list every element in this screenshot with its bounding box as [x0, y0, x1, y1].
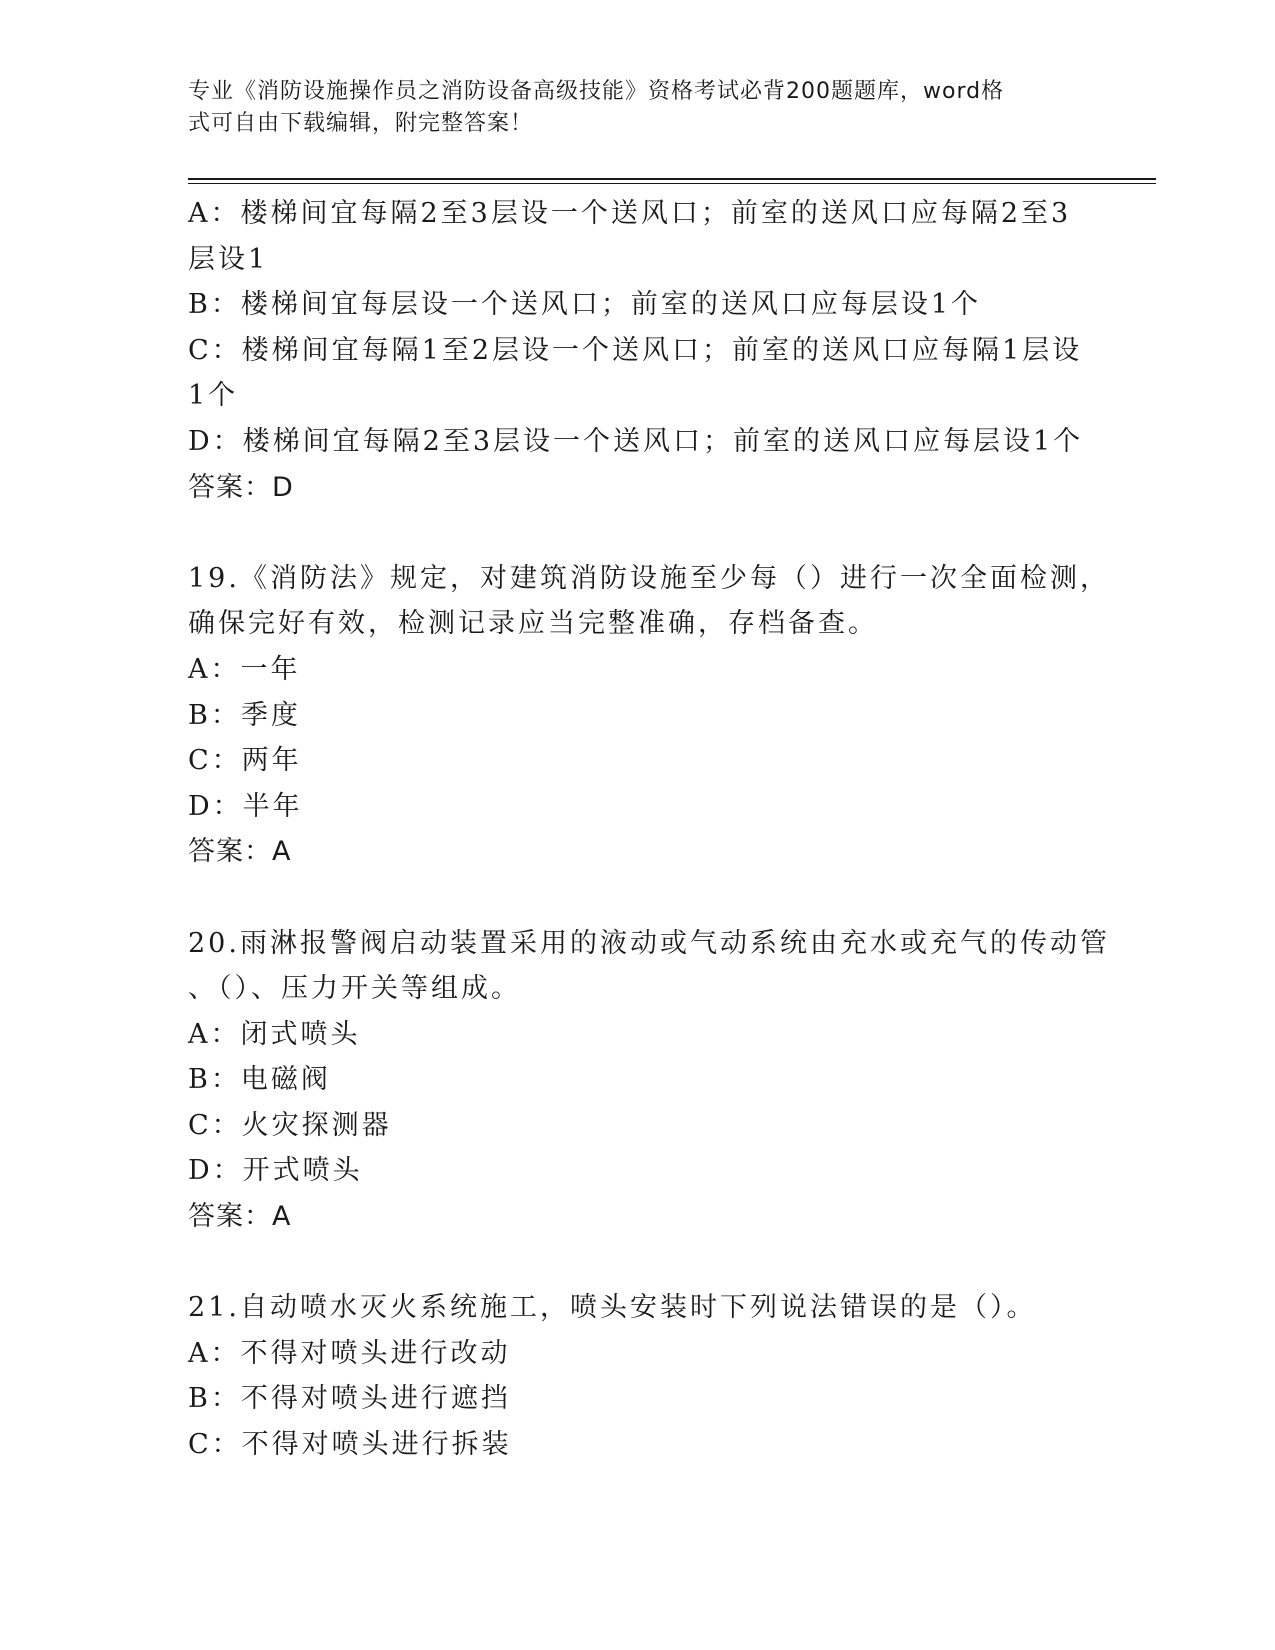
- question-stem: 21.自动喷水灭火系统施工，喷头安装时下列说法错误的是（）。: [188, 1292, 1037, 1324]
- option-d: D：楼梯间宜每隔2至3层设一个送风口；前室的送风口应每层设1个: [188, 425, 1084, 457]
- option-a: A：一年: [188, 653, 301, 685]
- question-stem: 20.雨淋报警阀启动装置采用的液动或气动系统由充水或充气的传动管: [188, 927, 1110, 959]
- question-19: [188, 556, 1110, 875]
- option-b: B：楼梯间宜每层设一个送风口；前室的送风口应每层设1个: [188, 289, 982, 321]
- option-c: C：不得对喷头进行拆装: [188, 1429, 512, 1461]
- option-b: B：不得对喷头进行遮挡: [188, 1383, 511, 1415]
- option-c: C：两年: [188, 745, 302, 777]
- option-d: D：半年: [188, 790, 303, 822]
- header-rule-thick: [188, 178, 1156, 180]
- option-a: A：楼梯间宜每隔2至3层设一个送风口；前室的送风口应每隔2至3: [188, 198, 1072, 229]
- question-21: [188, 1285, 1088, 1467]
- option-a-continued: 层设1: [188, 243, 269, 275]
- document-header: [188, 76, 1068, 140]
- header-line: 专业《消防设施操作员之消防设备高级技能》资格考试必背200题题库，word格: [188, 79, 1005, 104]
- answer: 答案：A: [188, 836, 292, 868]
- question-stem: 19.《消防法》规定，对建筑消防设施至少每（）进行一次全面检测，: [188, 562, 1110, 594]
- option-c: C：火灾探测器: [188, 1109, 392, 1141]
- document-body: [188, 191, 1110, 1468]
- question-stem-continued: 、（）、压力开关等组成。: [188, 973, 521, 1005]
- spacer: [188, 510, 1088, 556]
- option-a: A：闭式喷头: [188, 1018, 361, 1050]
- header-line: 式可自由下载编辑，附完整答案！: [188, 111, 534, 136]
- option-c: C：楼梯间宜每隔1至2层设一个送风口；前室的送风口应每隔1层设: [188, 334, 1083, 366]
- answer: 答案：D: [188, 471, 294, 503]
- question-stem-continued: 确保完好有效，检测记录应当完整准确，存档备查。: [188, 608, 878, 640]
- option-b: B：电磁阀: [188, 1064, 331, 1096]
- option-c-continued: 1个: [188, 380, 239, 412]
- option-a: A：不得对喷头进行改动: [188, 1337, 511, 1369]
- answer: 答案：A: [188, 1201, 292, 1233]
- spacer: [188, 1240, 1088, 1286]
- option-b: B：季度: [188, 699, 301, 731]
- option-d: D：开式喷头: [188, 1155, 363, 1187]
- header-rule-thin: [188, 183, 1156, 184]
- spacer: [188, 875, 1088, 921]
- question-18: [188, 191, 1088, 510]
- question-20: [188, 921, 1110, 1240]
